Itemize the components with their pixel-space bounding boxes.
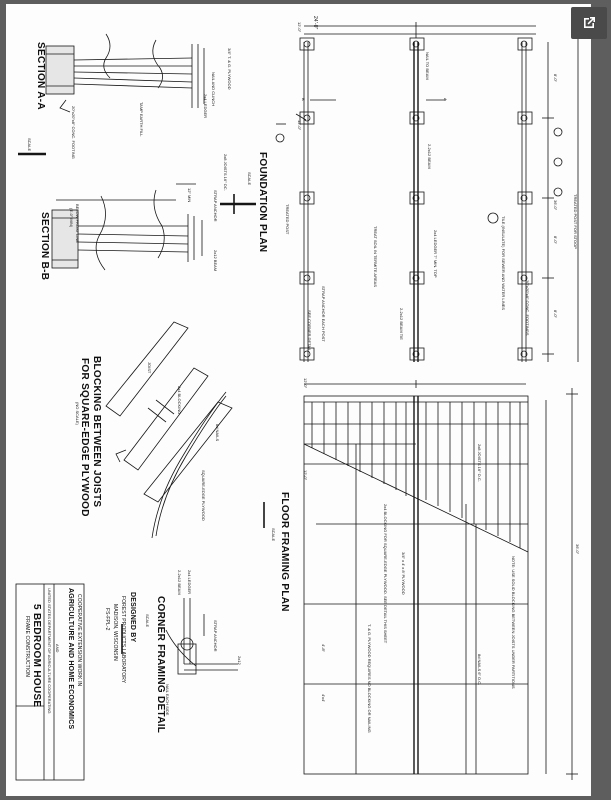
fp-beam-tie: 2-2x12 BEAM TIE	[399, 308, 404, 340]
section-aa-plywood-note: 3/4" T. & G. PLYWOOD	[227, 48, 232, 90]
section-aa-drawing	[46, 34, 204, 112]
ffp-dim-a: 4'-8"	[321, 644, 326, 652]
fp-treat-soil: TREAT SOIL IN TERMITE AREAS	[373, 226, 378, 287]
section-aa-title: SECTION A-A	[35, 42, 46, 110]
section-bb-frost-note: BELOW FROST LINE	[75, 204, 80, 244]
designed-by-place: MADISON, WISCONSIN	[112, 604, 118, 661]
section-aa-joists-note: 2x8 JOISTS 16" OC.	[223, 154, 228, 191]
title-block-line2: AGRICULTURE AND HOME ECONOMICS	[67, 588, 74, 730]
corner-beam: 2-2x12 BEAM	[177, 570, 182, 595]
corner-detail-title: CORNER FRAMING DETAIL	[155, 596, 166, 734]
section-bb-strap: STRAP ANCHOR	[213, 190, 218, 222]
fp-footing: 20"x20"x8" CONC. FOOTINGS	[525, 280, 530, 336]
blocking-detail-drawing	[106, 322, 232, 538]
ffp-ply-size: 3/4" x 4' x 8' PLYWOOD	[401, 552, 406, 595]
ffp-nails: 8d NAILS 6" O.C.	[477, 654, 482, 686]
ffp-blocking-note: 2x4 BLOCKING FOR SQUARE-EDGE PLYWOOD. SEE DETAIL THIS SHEET	[383, 504, 388, 644]
designed-by-code: FS-FPL-2	[104, 608, 110, 631]
fp-dim-right-d: 8'-0"	[553, 310, 558, 318]
fp-ledger: 2x4 LEDGER 7" MIN. TOP	[433, 230, 438, 278]
title-block-line1: COOPERATIVE EXTENSION WORK IN	[76, 594, 82, 687]
ffp-dim-b: 4'x4'	[321, 694, 326, 702]
corner-strap: STRAP ANCHOR	[213, 620, 218, 652]
section-aa-ledger-note: 2x4 LEDGER	[203, 94, 208, 119]
fp-dim-right-b: 36'-0"	[553, 200, 558, 211]
blocking-plywood: SQUARE-EDGE PLYWOOD	[201, 470, 206, 521]
section-bb-12min: 12" MIN	[187, 188, 192, 203]
ffp-joists: 2x8 JOISTS 16" O.C.	[477, 444, 482, 482]
fp-post-stoop: TREATED POST FOR STOOP	[573, 194, 578, 249]
blocking-scale: (NO SCALE)	[75, 402, 80, 425]
section-aa-scale: SCALE	[27, 138, 32, 152]
blocking-joist: JOIST	[147, 362, 152, 374]
blocking-subtitle: FOR SQUARE-EDGE PLYWOOD	[79, 358, 90, 517]
fp-section-mark-b: B	[301, 98, 306, 101]
title-block-dept: UNITED STATES DEPARTMENT OF AGRICULTURE COOPERATING	[47, 588, 52, 714]
title-block-and: AND	[55, 644, 60, 653]
blocking-2x4: 2x4 BLOCKING	[177, 386, 182, 415]
section-bb-drawing	[18, 154, 256, 270]
fp-dim-right-a: 8'-0"	[553, 74, 558, 82]
corner-beam-r: 2x12	[237, 656, 242, 665]
fp-tile: TILE (INSULATE) FOR SEWER AND WATER LINES	[501, 216, 506, 310]
section-aa-tamp-note: TAMP EARTH FILL	[139, 102, 144, 137]
fp-treated-post: TREATED POST	[285, 204, 290, 235]
floor-framing-drawing	[304, 380, 578, 780]
section-aa-nail-note: NAIL AND CLINCH	[211, 72, 216, 107]
section-bb-title: SECTION B-B	[39, 212, 50, 281]
floor-framing-title: FLOOR FRAMING PLAN	[279, 492, 290, 612]
fp-dim-half-right: 12'-0"	[297, 120, 302, 131]
blueprint-sheet	[6, 4, 591, 796]
title-block-project: 5 BEDROOM HOUSE	[31, 604, 42, 708]
title-block-construction: FRAME CONSTRUCTION	[24, 616, 30, 677]
fp-dim-half-left: 12'-0"	[297, 22, 302, 33]
floor-framing-scale: SCALE	[271, 528, 276, 542]
section-aa-footing-note: 20"x20"x8" CONC. FOOTING	[71, 106, 76, 159]
fp-see-corner: SEE CORNER DETAIL	[307, 310, 312, 352]
fp-nail-to-beam: NAIL TO BEAM	[425, 52, 430, 80]
fp-strap: STRAP ANCHOR EACH POST	[321, 286, 326, 342]
blocking-title: BLOCKING BETWEEN JOISTS	[91, 356, 102, 508]
ffp-dim-length: 36'-0"	[575, 544, 580, 555]
open-in-new-button[interactable]	[571, 7, 607, 39]
open-in-new-icon	[581, 15, 597, 31]
fp-dim-right-c: 8'-0"	[553, 236, 558, 244]
corner-nail-each: NAIL EACH SIDE	[165, 684, 170, 716]
corner-detail-drawing	[166, 598, 238, 674]
blocking-nails: 8d NAILS	[215, 424, 220, 442]
ffp-tg-note: T. & G. PLYWOOD REQUIRES NO BLOCKING OR NAILING	[367, 624, 372, 733]
ffp-solid-blocking: NOTE: USE SOLID BLOCKING BETWEEN JOISTS UNDER PARTITIONS	[511, 556, 516, 689]
foundation-plan-scale: SCALE	[247, 172, 252, 186]
corner-detail-scale: SCALE	[145, 614, 150, 628]
corner-ledger: 2x4 LEDGER	[187, 570, 192, 595]
ffp-dim-half-right: 12'-0"	[303, 470, 308, 481]
section-bb-beam: 2x12 BEAM	[213, 250, 218, 272]
section-bb-frost-min: (4'-0" MIN)	[69, 208, 74, 228]
fp-section-mark-a: A	[443, 98, 448, 101]
scale-bars	[122, 194, 264, 654]
designed-by-label: DESIGNED BY	[129, 592, 136, 643]
fp-dim-overall: 24'-0"	[312, 16, 318, 30]
foundation-plan-title: FOUNDATION PLAN	[257, 152, 268, 253]
ffp-dim-half-left: 12'-0"	[303, 378, 308, 389]
fp-beam: 2-2x12 BEAM	[427, 144, 432, 169]
designed-by-org: FOREST PRODUCTS LABORATORY	[120, 596, 126, 684]
